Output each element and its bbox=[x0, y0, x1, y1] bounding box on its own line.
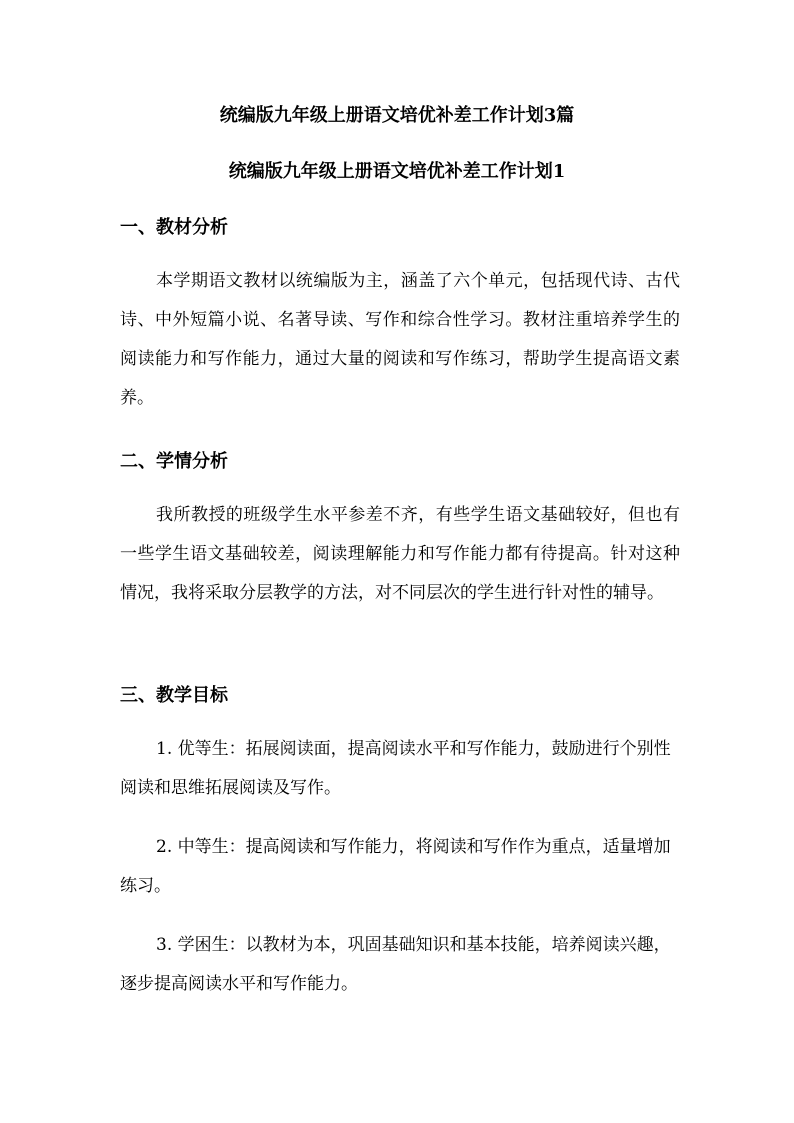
document-title: 统编版九年级上册语文培优补差工作计划3篇 bbox=[219, 105, 575, 126]
section-paragraph-student-analysis: 我所教授的班级学生水平参差不齐，有些学生语文基础较好，但也有一些学生语文基础较差，阅读理解能力和写作能力都有待提高。针对这种情况，我将采取分层教学的方法，对不同层次的学生进行针对性的辅导。 bbox=[120, 505, 680, 603]
section-heading-textbook-analysis: 一、教材分析 bbox=[120, 217, 228, 238]
section-paragraph-textbook-analysis: 本学期语文教材以统编版为主，涵盖了六个单元，包括现代诗、古代诗、中外短篇小说、名著导读、写作和综合性学习。教材注重培养学生的阅读能力和写作能力，通过大量的阅读和写作练习，帮助学生提高语文素养。 bbox=[120, 271, 680, 408]
goal-item-top-students: 1. 优等生：拓展阅读面，提高阅读水平和写作能力，鼓励进行个别性阅读和思维拓展阅读及写作。 bbox=[120, 739, 671, 798]
plan-title: 统编版九年级上册语文培优补差工作计划1 bbox=[228, 161, 566, 182]
goal-item-middle-students: 2. 中等生：提高阅读和写作能力，将阅读和写作作为重点，适量增加练习。 bbox=[120, 837, 671, 896]
goal-item-struggling-students: 3. 学困生：以教材为本，巩固基础知识和基本技能，培养阅读兴趣，逐步提高阅读水平和写作能力。 bbox=[120, 935, 671, 994]
section-heading-student-analysis: 二、学情分析 bbox=[120, 451, 228, 472]
section-heading-teaching-goals: 三、教学目标 bbox=[120, 685, 228, 706]
